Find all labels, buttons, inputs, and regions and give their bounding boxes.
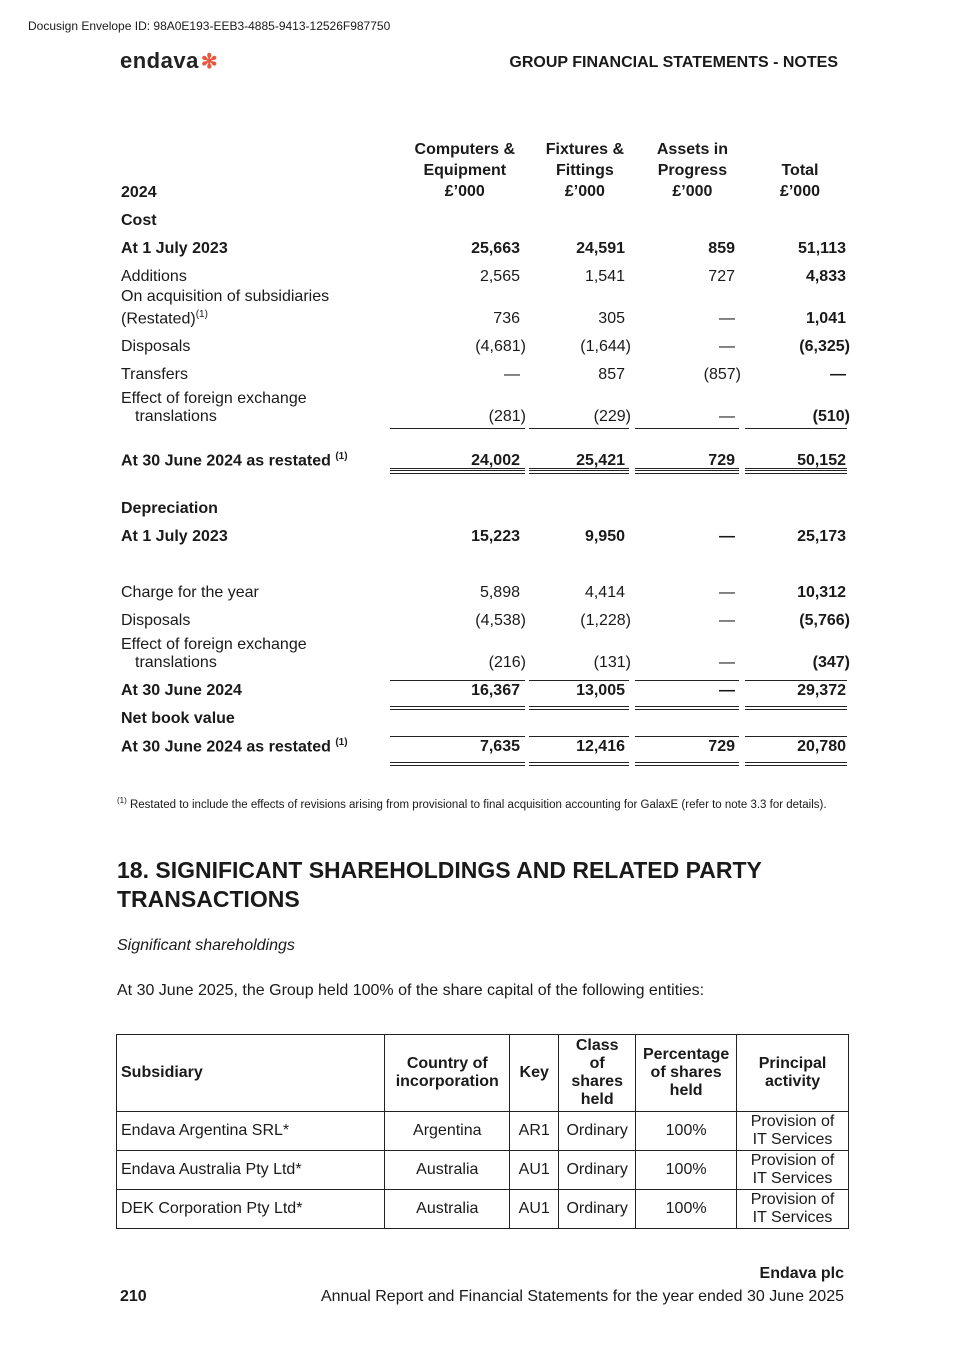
subsidiaries-table (116, 1034, 849, 1229)
footnote: $^{(1)}$ Restated to include the effects of revisions arising from provisional to final acquisition accounting for GalaxE (refer to note 3.3 for details). (117, 796, 827, 811)
section-intro: At 30 June 2025, the Group held 100% of the share capital of the following entities: (117, 982, 705, 999)
col-header-total: Total £’000 (779, 162, 820, 200)
table-row: On acquisition of subsidiaries (Restated)$^{(1)}$ 736 305 — 1,041 (121, 287, 846, 327)
footer-report-title: Annual Report and Financial Statements for the year ended 30 June 2025 (320, 1288, 844, 1305)
table-row: Transfers — 857 (857) — (121, 366, 846, 383)
cost-heading: Cost (121, 212, 157, 229)
table-row: At 1 July 2023 15,223 9,950 — 25,173 (121, 528, 846, 545)
col-header-assets: Assets in Progress £’000 (656, 141, 728, 200)
table-row: At 1 July 2023 25,663 24,591 859 51,113 (121, 240, 846, 257)
logo-text: endava (120, 48, 199, 73)
header-subsidiary: Subsidiary (117, 1035, 385, 1112)
section-subtitle: Significant shareholdings (117, 937, 295, 954)
table-row: DEK Corporation Pty Ltd* Australia AU1 Ordinary 100% Provision of IT Services (117, 1190, 849, 1229)
table-row: Disposals (4,681) (1,644) — (6,325) (121, 338, 850, 355)
table-row: Disposals (4,538) (1,228) — (5,766) (121, 612, 850, 629)
header-title: GROUP FINANCIAL STATEMENTS - NOTES (509, 54, 838, 71)
company-logo (120, 48, 218, 74)
cost-heading-row (117, 206, 852, 234)
col-header-fixtures: Fixtures & Fittings £’000 (545, 141, 624, 200)
table-row: Endava Argentina SRL* Argentina AR1 Ordinary 100% Provision of IT Services (117, 1112, 849, 1151)
footer-company: Endava plc (759, 1265, 844, 1282)
header-activity: Principal activity (737, 1035, 849, 1112)
ppe-header-row (117, 138, 852, 206)
dep-heading-row (117, 474, 852, 522)
ppe-year: 2024 (121, 184, 157, 201)
col-header-computers: Computers & Equipment £’000 (414, 141, 515, 200)
ppe-table (117, 138, 852, 760)
table-row: At 30 June 2024 as restated $^{(1)}$ 24,002 25,421 729 50,152 (121, 450, 846, 469)
table-row: Additions 2,565 1,541 727 4,833 (121, 268, 846, 285)
header-country: Country of incorporation (385, 1035, 510, 1112)
table-row: Charge for the year 5,898 4,414 — 10,312 (121, 584, 846, 601)
table-row: At 30 June 2024 as restated $^{(1)}$ 7,635 12,416 729 20,780 (121, 736, 846, 755)
header-class: Class of shares held (559, 1035, 636, 1112)
page-number: 210 (120, 1288, 147, 1305)
envelope-id: Docusign Envelope ID: 98A0E193-EEB3-4885-9413-12526F987750 (28, 19, 391, 33)
table-row: Endava Australia Pty Ltd* Australia AU1 Ordinary 100% Provision of IT Services (117, 1151, 849, 1190)
header-key: Key (510, 1035, 559, 1112)
header-percentage: Percentage of shares held (636, 1035, 737, 1112)
subsidiaries-header-row (117, 1035, 849, 1112)
depreciation-heading: Depreciation (121, 500, 218, 517)
table-row: At 30 June 2024 16,367 13,005 — 29,372 (121, 682, 846, 699)
logo-mark-icon: ✻ (200, 51, 219, 73)
table-row: Effect of foreign exchange translations (216) (131) — (347) (121, 636, 850, 671)
table-row: Effect of foreign exchange translations (281) (229) — (510) (121, 390, 850, 425)
section-title: 18. SIGNIFICANT SHAREHOLDINGS AND RELATED PARTY TRANSACTIONS (117, 857, 762, 912)
nbv-heading: Net book value (121, 710, 235, 727)
